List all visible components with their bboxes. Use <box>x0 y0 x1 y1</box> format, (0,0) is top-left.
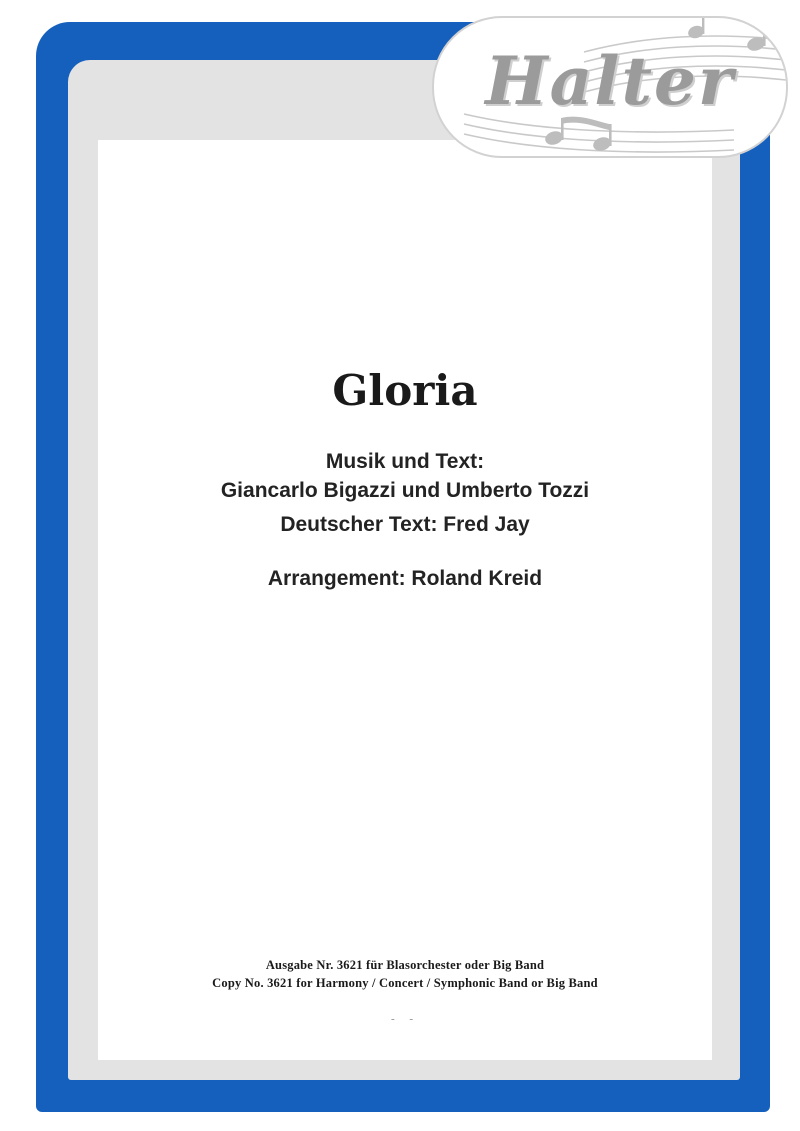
title-block <box>98 368 712 620</box>
credit-music-text-label: Musik und Text: <box>325 450 485 474</box>
credit-composers: Giancarlo Bigazzi und Umberto Tozzi <box>220 478 590 502</box>
publisher-logo-badge <box>432 16 788 158</box>
edition-line-german: Ausgabe Nr. 3621 für Blasorchester oder Big Band <box>265 958 545 972</box>
edition-info <box>98 958 712 1025</box>
composer-credit-group <box>98 448 712 505</box>
arranger-credit-group <box>98 565 712 593</box>
credit-german-text: Deutscher Text: Fred Jay <box>280 512 530 536</box>
credit-arrangement: Arrangement: Roland Kreid <box>267 567 543 591</box>
page-title: Gloria <box>332 366 478 415</box>
footer-marks: - - <box>390 1013 420 1025</box>
publisher-logo-text: Halter <box>485 42 735 120</box>
edition-line-english: Copy No. 3621 for Harmony / Concert / Symphonic Band or Big Band <box>212 976 598 990</box>
lyricist-credit-group <box>98 511 712 539</box>
